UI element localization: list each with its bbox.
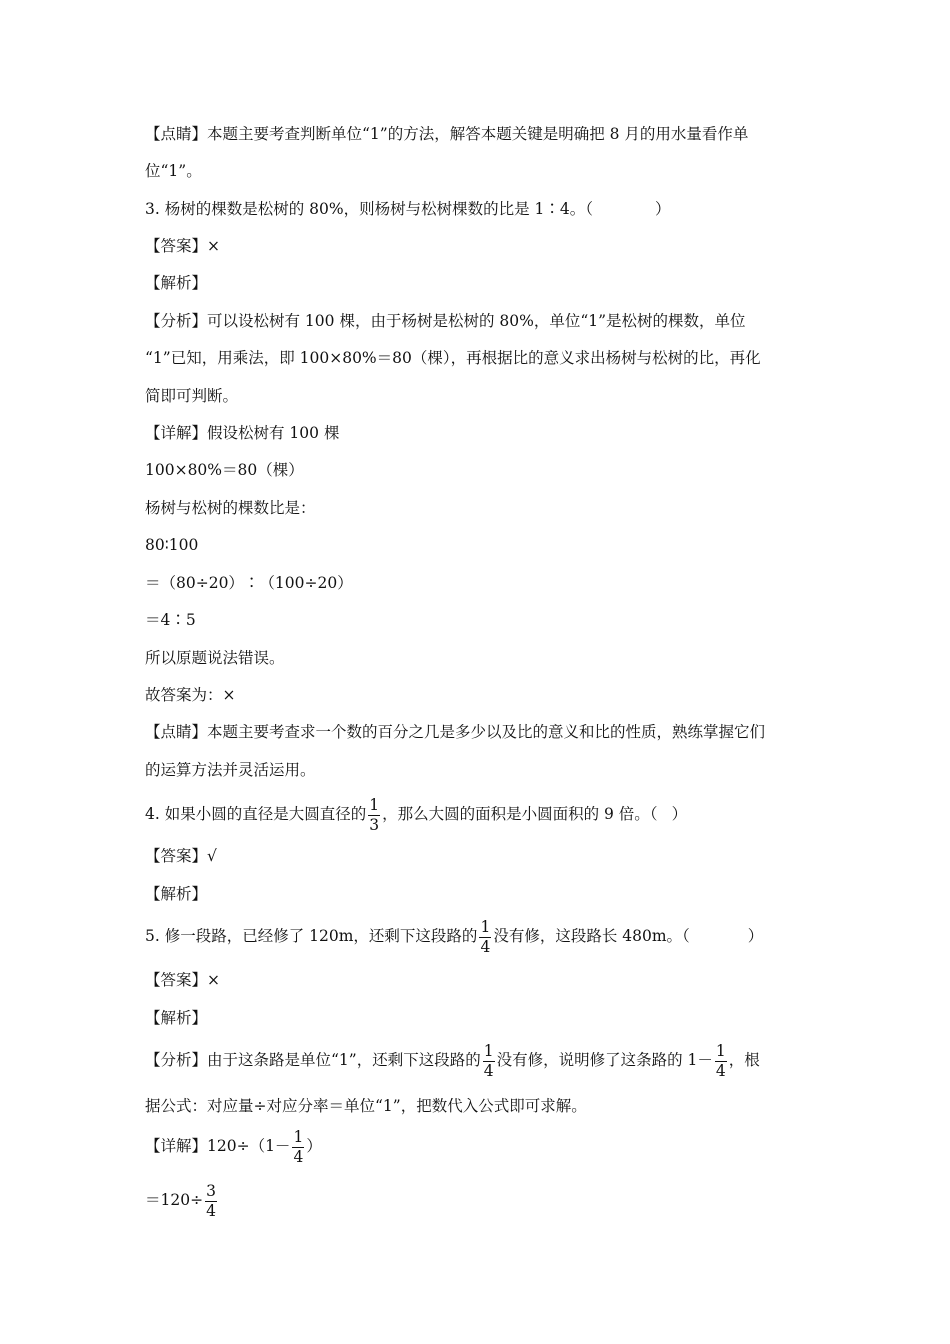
question-5 — [145, 916, 763, 957]
answer-5: 【答案】× — [145, 971, 220, 989]
note-3-line-2: 的运算方法并灵活运用。 — [145, 761, 316, 779]
fraction-numerator: 1 — [715, 1041, 726, 1060]
detail-3-line-5: ＝（80÷20）∶（100÷20） — [145, 574, 353, 592]
detail-3-line-7: 所以原题说法错误。 — [145, 649, 285, 667]
detail-3-line-4: 80∶100 — [145, 536, 199, 554]
fraction-denominator: 4 — [483, 1061, 494, 1080]
question-4 — [145, 794, 687, 835]
question-4-post: ，那么大圆的面积是小圆面积的 9 倍。（ — [382, 805, 658, 823]
question-4-paren-close: ） — [671, 805, 688, 823]
answer-4: 【答案】√ — [145, 847, 217, 865]
fraction-denominator: 3 — [369, 815, 380, 834]
detail-5-pre: 【详解】120÷（1－ — [145, 1137, 291, 1155]
answer-3: 【答案】× — [145, 237, 220, 255]
detail-5-post: ） — [306, 1137, 322, 1155]
fraction-denominator: 4 — [293, 1147, 304, 1166]
detail-3-line-2: 100×80%＝80（棵） — [145, 461, 304, 479]
analysis-5-line-1 — [145, 1040, 760, 1081]
detail-3-line-8: 故答案为：× — [145, 686, 236, 704]
fraction-denominator: 4 — [206, 1201, 216, 1220]
question-3-text: 3. 杨树的棵数是松树的 80%，则杨树与松树棵数的比是 1∶4。（ — [145, 200, 593, 218]
note-3-line-1: 【点睛】本题主要考查求一个数的百分之几是多少以及比的意义和比的性质，熟练掌握它们 — [145, 723, 766, 741]
fraction-numerator: 3 — [206, 1181, 216, 1200]
analysis-head-4: 【解析】 — [145, 885, 208, 903]
analysis-head-5: 【解析】 — [145, 1009, 208, 1027]
note-line-2: 位“1”。 — [145, 162, 202, 180]
detail-3-line-1: 【详解】假设松树有 100 棵 — [145, 424, 340, 442]
fraction-denominator: 4 — [480, 937, 491, 956]
analysis-5-pre: 【分析】由于这条路是单位“1”，还剩下这段路的 — [145, 1051, 481, 1069]
fraction-numerator: 1 — [369, 795, 380, 814]
detail-5-line-1 — [145, 1126, 322, 1167]
question-5-pre: 5. 修一段路，已经修了 120m，还剩下这段路的 — [145, 927, 478, 945]
fraction-denominator: 4 — [715, 1061, 726, 1080]
question-4-pre: 4. 如果小圆的直径是大圆直径的 — [145, 805, 367, 823]
analysis-3-line-1: 【分析】可以设松树有 100 棵，由于杨树是松树的 80%，单位“1”是松树的棵数，单位 — [145, 312, 746, 330]
detail-5-line-2 — [145, 1180, 219, 1221]
analysis-5-line-2: 据公式：对应量÷对应分率＝单位“1”，把数代入公式即可求解。 — [145, 1097, 587, 1115]
fraction-three-quarters — [205, 1182, 217, 1221]
analysis-3-line-3: 简即可判断。 — [145, 387, 239, 405]
fraction-one-quarter — [292, 1128, 304, 1167]
fraction-numerator: 1 — [483, 1041, 494, 1060]
analysis-5-post: ，根 — [728, 1051, 760, 1069]
fraction-one-quarter — [479, 918, 491, 957]
fraction-one-third — [368, 796, 380, 835]
detail-3-line-3: 杨树与松树的棵数比是： — [145, 499, 316, 517]
analysis-head-3: 【解析】 — [145, 274, 208, 292]
fraction-one-quarter — [715, 1042, 727, 1081]
question-5-paren-close: ） — [747, 927, 764, 945]
fraction-numerator: 1 — [480, 917, 491, 936]
question-3 — [145, 199, 671, 219]
question-5-post: 没有修，这段路长 480m。（ — [493, 927, 690, 945]
fraction-one-quarter — [483, 1042, 495, 1081]
note-line-1: 【点睛】本题主要考查判断单位“1”的方法，解答本题关键是明确把 8 月的用水量看作单 — [145, 125, 749, 143]
analysis-3-line-2: “1”已知，用乘法，即 100×80%＝80（棵），再根据比的意义求出杨树与松树的比，再化 — [145, 349, 761, 367]
detail-5-2-pre: ＝120÷ — [145, 1191, 204, 1209]
question-3-paren-close: ） — [655, 200, 671, 218]
analysis-5-mid: 没有修，说明修了这条路的 1－ — [496, 1051, 713, 1069]
fraction-numerator: 1 — [293, 1127, 304, 1146]
detail-3-line-6: ＝4∶5 — [145, 611, 196, 629]
